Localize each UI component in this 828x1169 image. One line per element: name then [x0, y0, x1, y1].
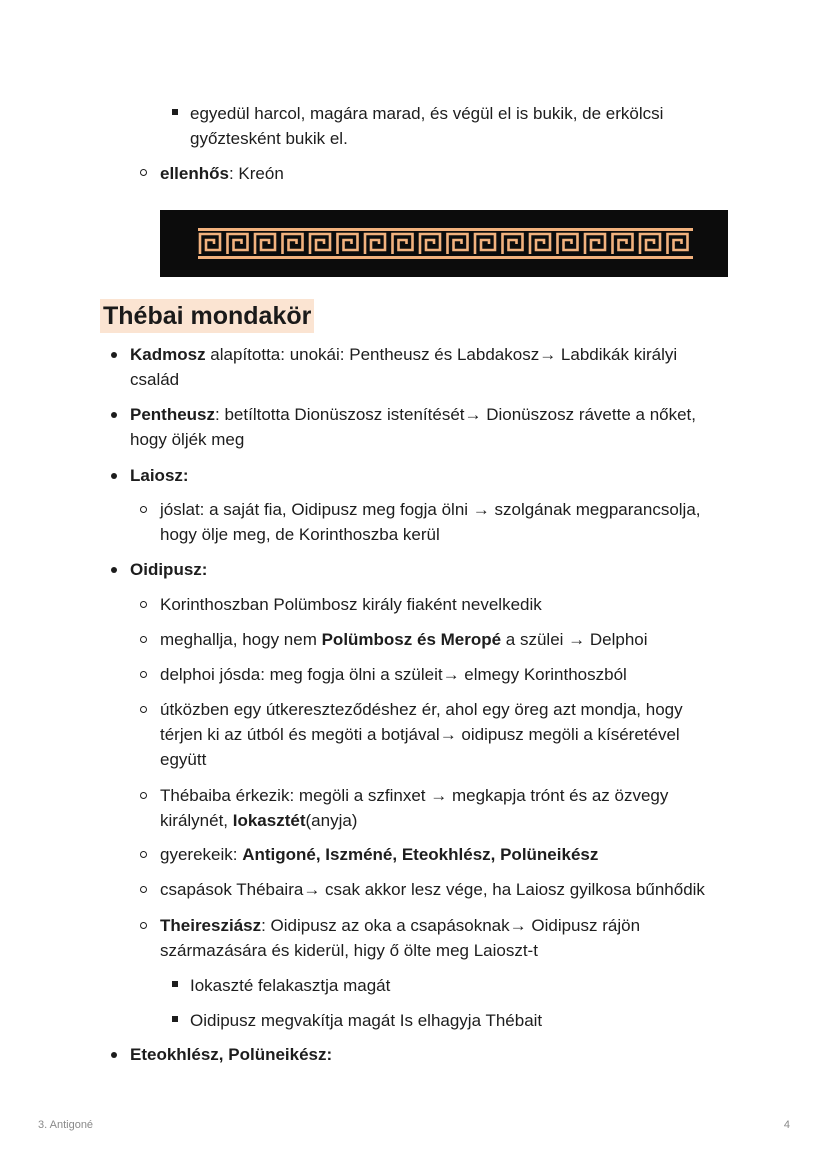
greek-key-unit — [585, 234, 605, 254]
text-line: Iokaszté felakasztja magát — [190, 976, 391, 995]
bullet-disc — [111, 412, 117, 418]
greek-key-unit — [200, 234, 220, 254]
text-line: jóslat: a saját fia, Oidipusz meg fogja ölni → szolgának megparancsolja, — [160, 500, 701, 519]
bullet-circle — [140, 636, 147, 643]
bullet-disc — [111, 567, 117, 573]
bullet-circle — [140, 706, 147, 713]
bullet-circle — [140, 671, 147, 678]
text-line: egyedül harcol, magára marad, és végül el is bukik, de erkölcsi — [190, 104, 664, 123]
footer-page-number: 4 — [783, 1119, 790, 1131]
text-line: királynét, Iokasztét(anyja) — [160, 811, 358, 830]
list-item-pentheusz: Pentheusz: betíltotta Dionüszosz istenítését→ Dionüszosz rávette a nőket, — [130, 405, 697, 424]
greek-key-unit — [420, 234, 440, 254]
bullet-square — [172, 1016, 178, 1022]
greek-key-unit — [283, 234, 303, 254]
greek-key-unit — [338, 234, 358, 254]
list-item-laiosz: Laiosz: — [130, 466, 189, 485]
text-line: Korinthoszban Polümbosz király fiaként nevelkedik — [160, 595, 542, 614]
greek-key-unit — [530, 234, 550, 254]
greek-key-unit — [448, 234, 468, 254]
greek-key-unit — [558, 234, 578, 254]
text-line: együtt — [160, 750, 207, 769]
greek-key-unit — [668, 234, 688, 254]
bullet-disc — [111, 1052, 117, 1058]
text-line: Thébaiba érkezik: megöli a szfinxet → megkapja trónt és az özvegy — [160, 786, 669, 805]
footer-doc-title: 3. Antigoné — [38, 1119, 94, 1131]
greek-key-unit — [640, 234, 660, 254]
bullet-disc — [111, 473, 117, 479]
text-line: térjen ki az útból és megöti a botjával→ oidipusz megöli a kíséretével — [160, 725, 680, 744]
greek-key-meander-icon — [160, 210, 728, 277]
greek-key-unit — [228, 234, 248, 254]
text-line: Oidipusz megvakítja magát Is elhagyja Thébait — [190, 1011, 543, 1030]
bullet-circle — [140, 169, 147, 176]
greek-key-unit — [613, 234, 633, 254]
bullet-disc — [111, 352, 117, 358]
greek-key-unit — [255, 234, 275, 254]
greek-key-banner — [160, 210, 728, 277]
text-line: győztesként bukik el. — [190, 129, 348, 148]
text-line: útközben egy útkereszteződéshez ér, ahol egy öreg azt mondja, hogy — [160, 700, 683, 719]
list-item-antagonist: ellenhős: Kreón — [160, 164, 284, 183]
section-heading: Thébai mondakör — [100, 299, 314, 333]
text-line: hogy ölje meg, de Korinthoszba kerül — [160, 525, 440, 544]
greek-key-unit — [310, 234, 330, 254]
greek-key-unit — [365, 234, 385, 254]
greek-key-unit — [503, 234, 523, 254]
arrow-icon: → — [464, 405, 482, 424]
bullet-circle — [140, 886, 147, 893]
text-line: család — [130, 370, 180, 389]
greek-key-unit — [475, 234, 495, 254]
bullet-square — [172, 981, 178, 987]
text-line: hogy öljék meg — [130, 430, 245, 449]
greek-key-unit — [393, 234, 413, 254]
bullet-circle — [140, 506, 147, 513]
text-line: csapások Thébaira→ csak akkor lesz vége, ha Laiosz gyilkosa bűnhődik — [160, 880, 705, 899]
text-line: Theiresziász: Oidipusz az oka a csapásoknak→ Oidipusz rájön — [160, 916, 641, 935]
text-line: származására és kiderül, higy ő ölte meg Laioszt-t — [160, 941, 538, 960]
list-item-oidipusz: Oidipusz: — [130, 560, 208, 579]
arrow-icon: → — [539, 345, 557, 364]
bullet-circle — [140, 922, 147, 929]
text-line: gyerekeik: Antigoné, Iszméné, Eteokhlész, Polüneikész — [160, 845, 599, 864]
bullet-square — [172, 109, 178, 115]
bullet-circle — [140, 851, 147, 858]
bullet-circle — [140, 792, 147, 799]
text-line: meghallja, hogy nem Polümbosz és Meropé a szülei → Delphoi — [160, 630, 648, 649]
list-item-eteokhlesz: Eteokhlész, Polüneikész: — [130, 1045, 333, 1064]
bullet-circle — [140, 601, 147, 608]
text-line: delphoi jósda: meg fogja ölni a szüleit→ elmegy Korinthoszból — [160, 665, 627, 684]
list-item-kadmosz: Kadmosz alapította: unokái: Pentheusz és Labdakosz→ Labdikák királyi — [130, 345, 678, 364]
term-ellenhos: ellenhős — [160, 164, 229, 183]
